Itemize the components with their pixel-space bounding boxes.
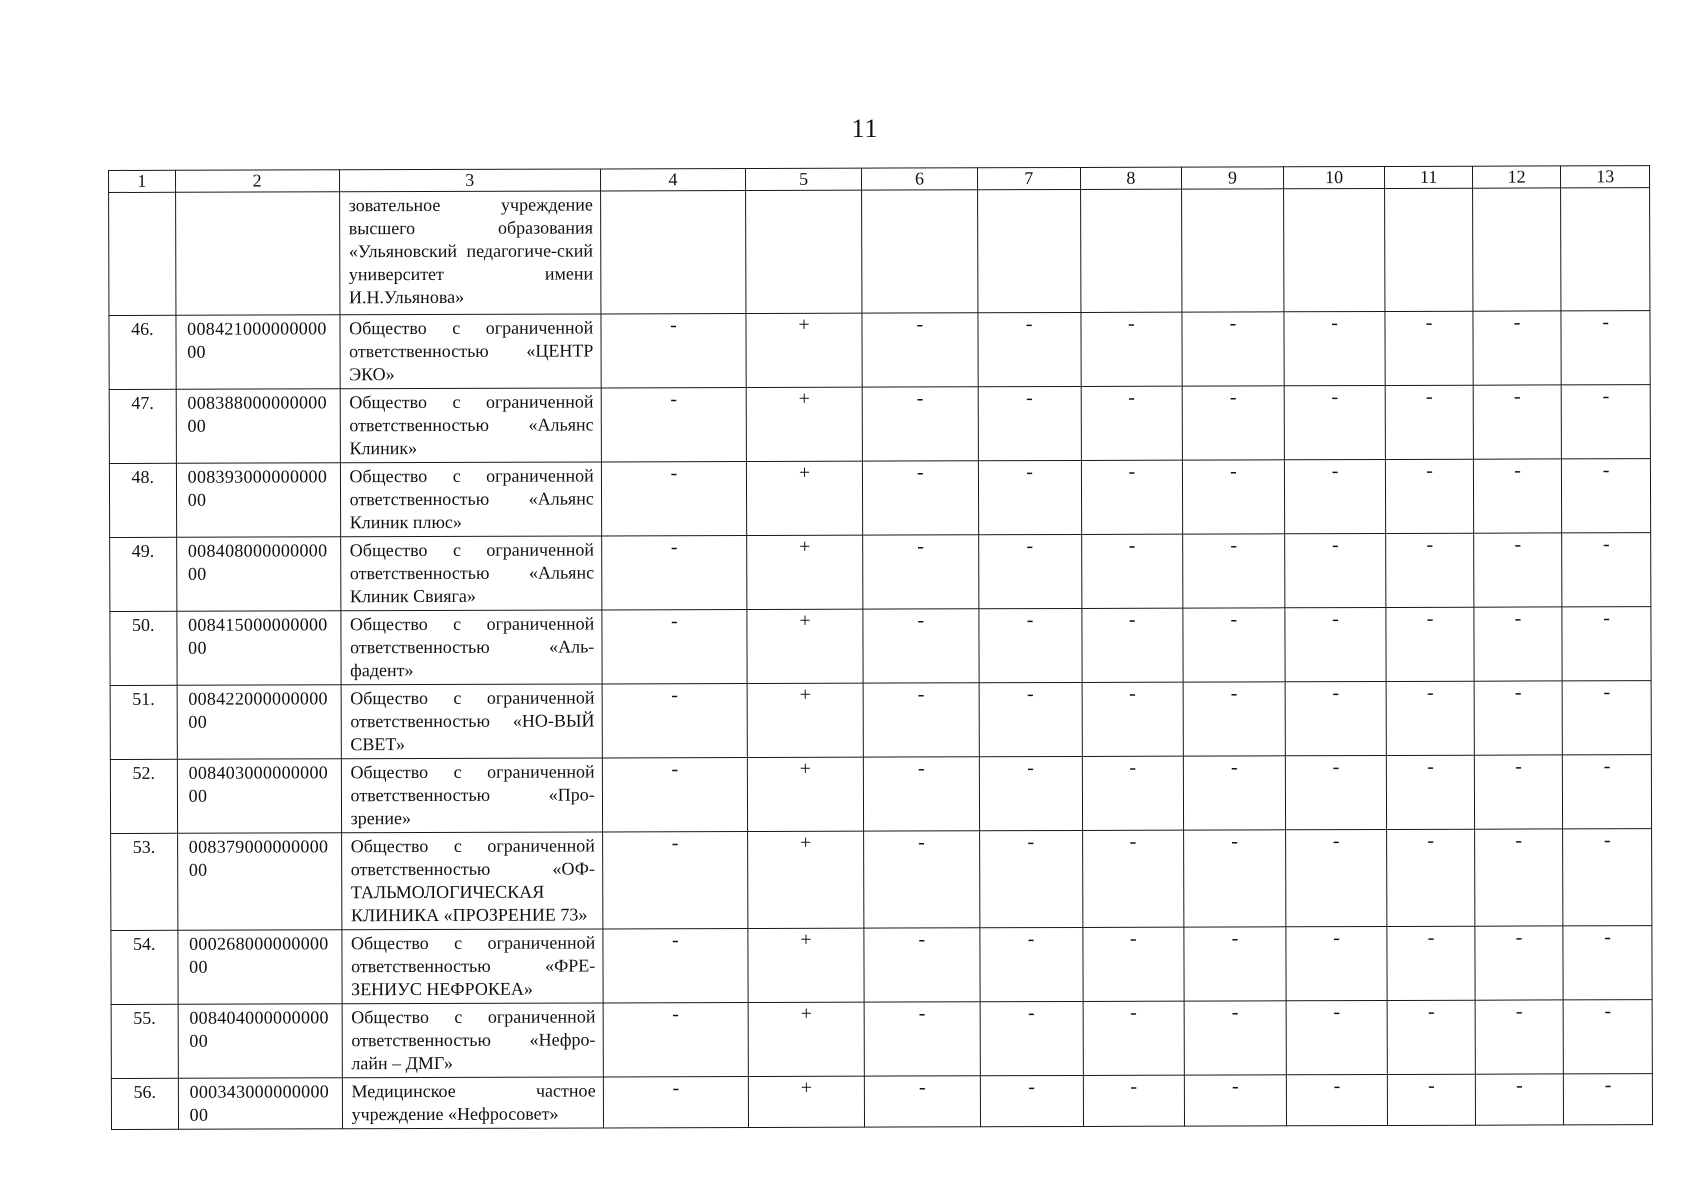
row-number: 50. — [110, 611, 177, 685]
mark-cell-col-5: + — [748, 1002, 864, 1076]
column-header-9: 9 — [1182, 167, 1284, 189]
mark-cell-col-12: - — [1473, 385, 1562, 459]
mark-cell-col-4: - — [602, 757, 748, 831]
mark-cell-col-9: - — [1183, 608, 1285, 682]
mark-cell-col-11: - — [1388, 1074, 1476, 1125]
mark-cell-col-8: - — [1082, 756, 1184, 830]
mark-cell-col-12: - — [1475, 1074, 1564, 1125]
mark-cell-col-4: - — [603, 1076, 749, 1127]
registry-code: 00840800000000000 — [176, 537, 340, 612]
mark-cell-col-7: - — [978, 312, 1081, 386]
registry-code: 00034300000000000 — [178, 1078, 342, 1130]
registry-code: 00837900000000000 — [177, 833, 341, 931]
mark-cell-col-4: - — [601, 313, 747, 387]
mark-cell-col-11: - — [1385, 311, 1473, 385]
mark-cell-col-10: - — [1285, 829, 1387, 926]
mark-cell-col-5: + — [747, 609, 863, 683]
registry-code: 00841500000000000 — [177, 611, 341, 686]
mark-cell-col-4: - — [602, 831, 748, 928]
organization-name: Общество с ограниченной ответственностью «ФРЕ-ЗЕНИУС НЕФРОКЕА» — [341, 929, 602, 1004]
table-row — [109, 459, 1650, 538]
registry-code: 00842100000000000 — [176, 315, 340, 390]
row-number — [109, 192, 176, 315]
mark-cell-col-5: + — [748, 928, 864, 1002]
mark-cell-col-7: - — [979, 830, 1082, 927]
mark-cell-col-10: - — [1284, 533, 1386, 607]
row-number: 51. — [110, 685, 177, 759]
mark-cell-col-13: - — [1563, 829, 1652, 926]
table-row — [110, 755, 1651, 834]
mark-cell-col-10: - — [1285, 681, 1387, 755]
organization-name: Общество с ограниченной ответственностью «Про-зрение» — [341, 758, 602, 833]
mark-cell-col-10: - — [1286, 1074, 1388, 1125]
mark-cell-col-6: - — [863, 609, 979, 683]
mark-cell-col-6: - — [864, 1076, 980, 1127]
mark-cell-col-4: - — [601, 461, 747, 535]
column-header-7: 7 — [977, 167, 1080, 189]
mark-cell-col-6: - — [862, 313, 978, 387]
mark-cell-col-11: - — [1386, 533, 1474, 607]
mark-cell-col-12: - — [1474, 681, 1563, 755]
organization-name: Общество с ограниченной ответственностью «Альянс Клиник плюс» — [340, 462, 601, 537]
mark-cell-col-6: - — [864, 928, 980, 1002]
registry-code: 00839300000000000 — [176, 463, 340, 538]
mark-cell-col-9: - — [1184, 756, 1286, 830]
mark-cell-col-8: - — [1082, 927, 1184, 1001]
mark-cell-col-13: - — [1562, 459, 1651, 533]
registry-code — [175, 192, 339, 316]
mark-cell-col-6: - — [863, 683, 979, 757]
mark-cell-col-8: - — [1082, 830, 1184, 927]
mark-cell-col-8 — [1080, 189, 1182, 312]
organization-name: Общество с ограниченной ответственностью «ОФ-ТАЛЬМОЛОГИЧЕСКАЯ КЛИНИКА «ПРОЗРЕНИЕ 73» — [341, 832, 603, 930]
mark-cell-col-10: - — [1286, 1000, 1388, 1074]
registry-table — [108, 165, 1653, 1130]
mark-cell-col-13: - — [1561, 311, 1650, 385]
organization-name: Общество с ограниченной ответственностью «Альянс Клиник Свияга» — [340, 536, 601, 611]
mark-cell-col-5: + — [747, 535, 863, 609]
mark-cell-col-4: - — [603, 1002, 749, 1076]
table-row — [111, 926, 1652, 1005]
column-header-13: 13 — [1561, 166, 1650, 188]
mark-cell-col-7: - — [980, 1075, 1083, 1126]
mark-cell-col-12: - — [1474, 829, 1563, 926]
mark-cell-col-13: - — [1562, 607, 1651, 681]
mark-cell-col-8: - — [1081, 534, 1183, 608]
mark-cell-col-8: - — [1081, 460, 1183, 534]
mark-cell-col-11: - — [1386, 607, 1474, 681]
mark-cell-col-7: - — [979, 682, 1082, 756]
mark-cell-col-10: - — [1284, 459, 1386, 533]
mark-cell-col-5: + — [748, 831, 864, 928]
table-body — [109, 188, 1653, 1130]
mark-cell-col-4: - — [602, 683, 748, 757]
organization-name: Общество с ограниченной ответственностью «НО-ВЫЙ СВЕТ» — [341, 684, 602, 759]
mark-cell-col-13: - — [1562, 385, 1651, 459]
mark-cell-col-8: - — [1082, 682, 1184, 756]
mark-cell-col-13: - — [1563, 755, 1652, 829]
mark-cell-col-4: - — [603, 928, 749, 1002]
table-row — [109, 385, 1650, 464]
mark-cell-col-6 — [862, 190, 978, 313]
mark-cell-col-5 — [746, 190, 862, 313]
row-number: 54. — [111, 930, 178, 1004]
mark-cell-col-8: - — [1081, 386, 1183, 460]
mark-cell-col-10: - — [1286, 926, 1388, 1000]
mark-cell-col-9: - — [1183, 460, 1285, 534]
row-number: 56. — [111, 1078, 178, 1129]
mark-cell-col-11: - — [1387, 681, 1475, 755]
mark-cell-col-4: - — [602, 609, 748, 683]
mark-cell-col-8: - — [1083, 1001, 1185, 1075]
mark-cell-col-5: + — [747, 683, 863, 757]
mark-cell-col-7: - — [979, 608, 1082, 682]
mark-cell-col-9: - — [1185, 1075, 1287, 1126]
mark-cell-col-6: - — [864, 1002, 980, 1076]
organization-name: Медицинское частное учреждение «Нефросовет» — [342, 1077, 603, 1129]
mark-cell-col-7: - — [980, 1001, 1083, 1075]
row-number: 52. — [110, 759, 177, 833]
mark-cell-col-12: - — [1474, 607, 1563, 681]
mark-cell-col-5: + — [747, 461, 863, 535]
table-row — [109, 311, 1650, 390]
mark-cell-col-10: - — [1285, 607, 1387, 681]
mark-cell-col-10: - — [1284, 311, 1386, 385]
table-row — [111, 1074, 1652, 1130]
mark-cell-col-13: - — [1562, 681, 1651, 755]
column-header-3: 3 — [339, 169, 600, 192]
mark-cell-col-13: - — [1564, 1074, 1653, 1125]
mark-cell-col-10 — [1283, 188, 1385, 311]
mark-cell-col-12: - — [1475, 1000, 1564, 1074]
mark-cell-col-7: - — [978, 386, 1081, 460]
table-row — [111, 829, 1652, 931]
row-number: 55. — [111, 1004, 178, 1078]
registry-code: 00840400000000000 — [178, 1004, 342, 1079]
mark-cell-col-9: - — [1183, 682, 1285, 756]
mark-cell-col-9: - — [1183, 534, 1285, 608]
column-header-11: 11 — [1385, 166, 1472, 188]
mark-cell-col-9: - — [1184, 927, 1286, 1001]
column-header-5: 5 — [746, 168, 862, 190]
mark-cell-col-13: - — [1563, 926, 1652, 1000]
mark-cell-col-12: - — [1473, 533, 1562, 607]
mark-cell-col-7 — [977, 189, 1080, 312]
mark-cell-col-13: - — [1563, 1000, 1652, 1074]
mark-cell-col-5: + — [747, 757, 863, 831]
column-header-8: 8 — [1080, 167, 1182, 189]
mark-cell-col-5: + — [748, 1076, 864, 1127]
mark-cell-col-6: - — [862, 461, 978, 535]
table-row — [110, 607, 1651, 686]
mark-cell-col-5: + — [746, 387, 862, 461]
mark-cell-col-8: - — [1081, 608, 1183, 682]
organization-name: Общество с ограниченной ответственностью «Нефро-лайн – ДМГ» — [342, 1003, 603, 1078]
registry-code: 00026800000000000 — [178, 930, 342, 1005]
mark-cell-col-11: - — [1388, 1000, 1476, 1074]
mark-cell-col-4: - — [601, 535, 747, 609]
mark-cell-col-7: - — [978, 534, 1081, 608]
row-number: 53. — [111, 833, 178, 930]
organization-name: Общество с ограниченной ответственностью «Альянс Клиник» — [340, 388, 601, 463]
organization-name: Общество с ограниченной ответственностью «Аль-фадент» — [340, 610, 601, 685]
column-header-12: 12 — [1472, 166, 1561, 188]
mark-cell-col-9: - — [1184, 830, 1286, 927]
registry-code: 00842200000000000 — [177, 685, 341, 760]
mark-cell-col-11: - — [1386, 459, 1474, 533]
column-header-2: 2 — [175, 170, 339, 193]
mark-cell-col-10: - — [1284, 385, 1386, 459]
mark-cell-col-11: - — [1387, 926, 1475, 1000]
registry-code: 00838800000000000 — [176, 389, 340, 464]
column-header-10: 10 — [1283, 166, 1385, 188]
mark-cell-col-12: - — [1473, 459, 1562, 533]
page-number: 11 — [851, 114, 879, 143]
mark-cell-col-11: - — [1387, 829, 1475, 926]
row-number: 46. — [109, 315, 176, 389]
mark-cell-col-13: - — [1562, 533, 1651, 607]
column-header-6: 6 — [861, 168, 977, 190]
mark-cell-col-9: - — [1182, 386, 1284, 460]
mark-cell-col-9 — [1182, 189, 1284, 312]
table-row — [110, 533, 1651, 612]
mark-cell-col-12: - — [1475, 926, 1564, 1000]
column-header-4: 4 — [600, 168, 745, 190]
mark-cell-col-6: - — [863, 535, 979, 609]
mark-cell-col-8: - — [1080, 312, 1182, 386]
mark-cell-col-6: - — [864, 831, 980, 928]
mark-cell-col-4 — [600, 190, 746, 313]
mark-cell-col-7: - — [978, 460, 1081, 534]
mark-cell-col-5: + — [746, 313, 862, 387]
mark-cell-col-12 — [1472, 188, 1561, 311]
mark-cell-col-4: - — [601, 387, 747, 461]
row-number: 49. — [110, 537, 177, 611]
row-number: 48. — [109, 463, 176, 537]
mark-cell-col-11: - — [1387, 755, 1475, 829]
table-row-continuation — [109, 188, 1650, 316]
mark-cell-col-6: - — [862, 387, 978, 461]
table-row — [110, 681, 1651, 760]
mark-cell-col-8: - — [1083, 1075, 1185, 1126]
column-header-1: 1 — [109, 170, 176, 192]
mark-cell-col-7: - — [980, 927, 1083, 1001]
organization-name: зовательное учреждение высшего образования «Ульяновский педагогиче-ский университет имени И.Н.Ульянова» — [339, 191, 601, 315]
mark-cell-col-9: - — [1184, 1001, 1286, 1075]
mark-cell-col-10: - — [1285, 755, 1387, 829]
row-number: 47. — [109, 389, 176, 463]
mark-cell-col-7: - — [979, 756, 1082, 830]
organization-name: Общество с ограниченной ответственностью «ЦЕНТР ЭКО» — [340, 314, 601, 389]
mark-cell-col-11: - — [1386, 385, 1474, 459]
mark-cell-col-12: - — [1473, 311, 1562, 385]
mark-cell-col-6: - — [863, 757, 979, 831]
mark-cell-col-12: - — [1474, 755, 1563, 829]
mark-cell-col-11 — [1385, 188, 1473, 311]
registry-code: 00840300000000000 — [177, 759, 341, 834]
table-row — [111, 1000, 1652, 1079]
mark-cell-col-9: - — [1182, 312, 1284, 386]
mark-cell-col-13 — [1561, 188, 1650, 311]
